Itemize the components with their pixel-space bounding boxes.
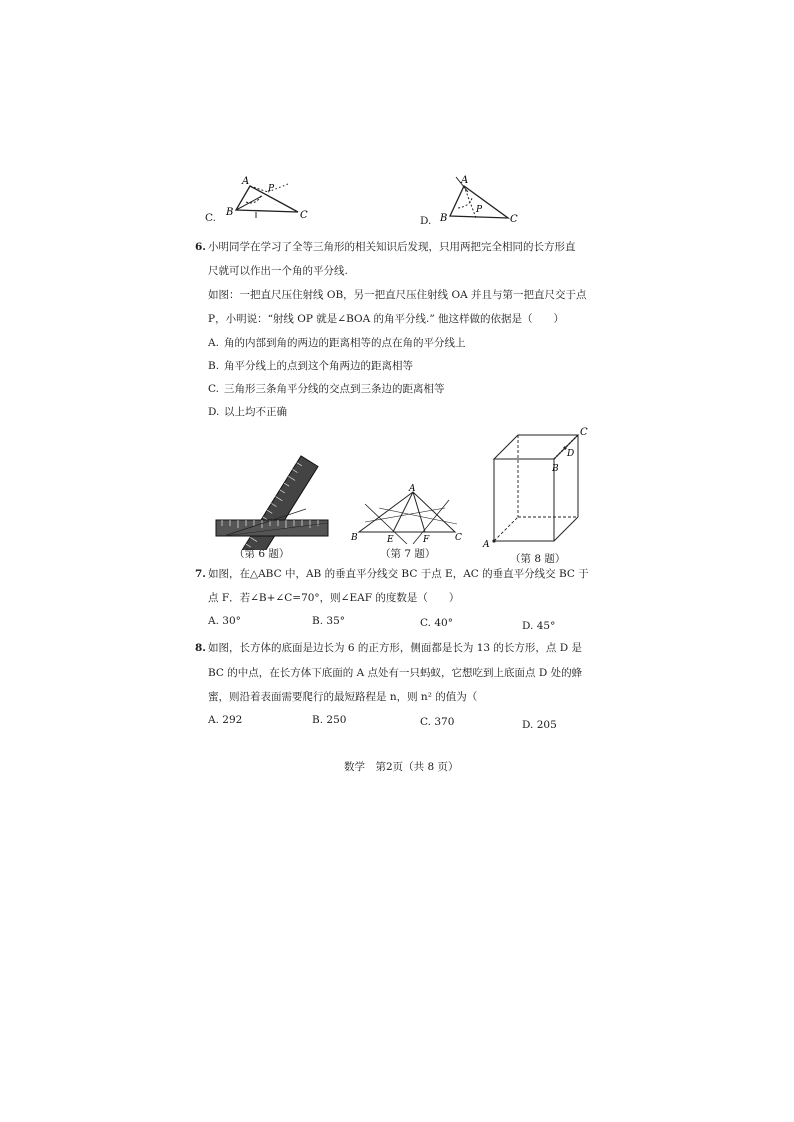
option-c-label: C. — [205, 212, 216, 224]
q7-option-d: D. 45° — [522, 620, 556, 632]
fig7-point-e: E — [387, 535, 394, 544]
q6-option-c-label: C. — [208, 383, 219, 395]
q8-option-c: C. 370 — [420, 716, 455, 728]
q7-line-1: 如图，在△ABC 中，AB 的垂直平分线交 BC 于点 E，AC 的垂直平分线交 BC 于 — [208, 568, 589, 580]
q8-line-1: 如图，长方体的底面是边长为 6 的正方形，侧面都是长为 13 的长方形，点 D 是 — [208, 642, 582, 654]
figure-8-cuboid — [478, 425, 593, 550]
fig7-point-b: B — [351, 533, 358, 543]
fig-d-point-c: C — [510, 214, 518, 225]
page-footer: 数学 第2页（共 8 页） — [344, 761, 459, 773]
q6-option-d-label: D. — [208, 406, 220, 418]
q7-number: 7. — [195, 568, 206, 580]
q7-option-b: B. 35° — [312, 615, 346, 627]
q6-option-c-text: 三角形三条角平分线的交点到三条边的距离相等 — [224, 383, 445, 395]
fig-c-point-b: B — [226, 207, 234, 218]
q7-option-a: A. 30° — [208, 615, 241, 627]
q8-line-2: BC 的中点，在长方体下底面的 A 点处有一只蚂蚁，它想吃到上底面点 D 处的蜂 — [208, 667, 583, 679]
q6-number: 6. — [195, 241, 206, 253]
q8-option-b: B. 250 — [312, 714, 347, 726]
q8-option-d: D. 205 — [522, 719, 557, 731]
q6-option-d-text: 以上均不正确 — [224, 406, 287, 418]
figure-8-caption: （第 8 题） — [510, 553, 566, 565]
fig8-point-a: A — [483, 540, 490, 550]
fig-c-point-c: C — [300, 210, 308, 221]
q7-line-2: 点 F．若∠B+∠C=70°，则∠EAF 的度数是（ ） — [208, 592, 460, 604]
fig8-point-b: B — [552, 464, 559, 474]
q6-option-b-text: 角平分线上的点到这个角两边的距离相等 — [224, 360, 413, 372]
figure-6-rulers — [210, 425, 335, 550]
fig8-point-c: C — [580, 427, 588, 438]
fig7-point-a: A — [409, 484, 416, 494]
fig-d-point-a: A — [461, 175, 469, 186]
q6-line-4: P，小明说：“射线 OP 就是∠BOA 的角平分线.” 他这样做的依据是（ ） — [208, 313, 565, 325]
fig-c-point-p: P — [268, 184, 275, 194]
q6-line-2: 尺就可以作出一个角的平分线. — [208, 265, 348, 277]
fig-d-point-p: P — [476, 205, 483, 215]
fig7-point-f: F — [423, 535, 430, 544]
option-d-label: D. — [420, 215, 432, 227]
q8-number: 8. — [195, 642, 206, 654]
q6-option-a-label: A. — [208, 337, 219, 349]
figure-7-triangle — [345, 482, 470, 544]
q7-option-c: C. 40° — [420, 617, 453, 629]
fig-d-point-b: B — [440, 213, 448, 224]
q6-option-a-text: 角的内部到角的两边的距离相等的点在角的平分线上 — [224, 337, 466, 349]
q8-line-3: 蜜，则沿着表面需要爬行的最短路程是 n，则 n² 的值为（ — [208, 691, 478, 703]
q6-option-b-label: B. — [208, 360, 220, 372]
fig7-point-c: C — [455, 533, 462, 543]
q6-line-1: 小明同学在学习了全等三角形的相关知识后发现，只用两把完全相同的长方形直 — [208, 241, 576, 253]
fig-c-point-a: A — [242, 176, 250, 187]
fig8-point-d: D — [567, 449, 575, 459]
figure-7-caption: （第 7 题） — [380, 548, 436, 560]
figure-6-caption: （第 6 题） — [234, 548, 290, 560]
q8-option-a: A. 292 — [208, 714, 243, 726]
figure-option-d — [436, 172, 531, 227]
figure-option-c — [222, 172, 317, 227]
q6-line-3: 如图：一把直尺压住射线 OB，另一把直尺压住射线 OA 并且与第一把直尺交于点 — [208, 289, 587, 301]
